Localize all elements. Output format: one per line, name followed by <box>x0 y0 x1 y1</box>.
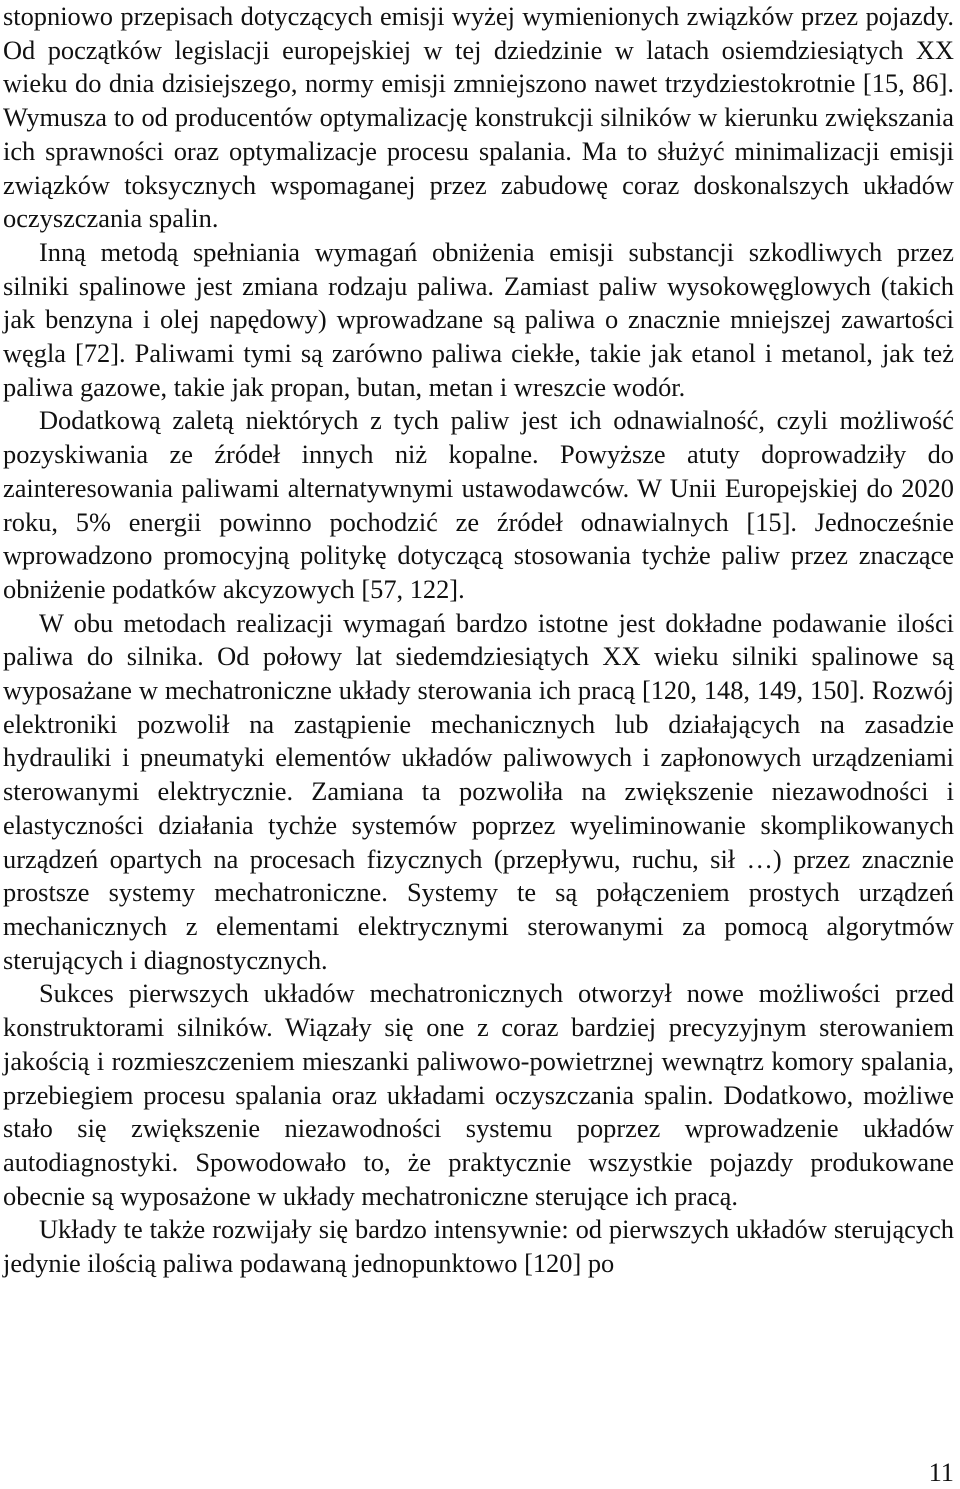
paragraph-2: Inną metodą spełniania wymagań obniżenia emisji substancji szkodliwych przez silniki spalinowe jest zmiana rodzaju paliwa. Zamiast paliw wysokowęglowych (takich jak benzyna i olej napędowy) wprowadzane są paliwa o znacznie mniejszej zawartości węgla [72]. Paliwami tymi są zarówno paliwa ciekłe, takie jak etanol i metanol, jak też paliwa gazowe, takie jak propan, butan, metan i wreszcie wodór. <box>3 236 954 402</box>
body-text <box>3 0 954 1281</box>
paragraph-4: W obu metodach realizacji wymagań bardzo istotne jest dokładne podawanie ilości paliwa do silnika. Od połowy lat siedemdziesiątych XX wieku silniki spalinowe są wyposażane w mechatroniczne układy sterowania ich pracą [120, 148, 149, 150]. Rozwój elektroniki pozwolił na zastąpienie mechanicznych lub działających na zasadzie hydrauliki i pneumatyki elementów układów paliwowych i zapłonowych urządzeniami sterowanymi elektrycznie. Zamiana ta pozwoliła na zwiększenie niezawodności i elastyczności działania tychże systemów poprzez wyeliminowanie skomplikowanych urządzeń opartych na procesach fizycznych (przepływu, ruchu, sił …) przez znacznie prostsze systemy mechatroniczne. Systemy te są połączeniem prostych urządzeń mechanicznych z elementami elektrycznymi sterowanymi za pomocą algorytmów sterujących i diagnostycznych. <box>3 607 954 975</box>
page-number: 11 <box>928 1457 954 1487</box>
paragraph-3: Dodatkową zaletą niektórych z tych paliw jest ich odnawialność, czyli możliwość pozyskiwania ze źródeł innych niż kopalne. Powyższe atuty doprowadziły do zainteresowania paliwami alternatywnymi ustawodawców. W Unii Europejskiej do 2020 roku, 5% energii powinno pochodzić ze źródeł odnawialnych [15]. Jednocześnie wprowadzono promocyjną politykę dotyczącą stosowania tychże paliw przez znaczące obniżenie podatków akcyzowych [57, 122]. <box>3 405 954 604</box>
paragraph-6: Układy te także rozwijały się bardzo intensywnie: od pierwszych układów sterujących jedynie ilością paliwa podawaną jednopunktowo [120] po <box>3 1214 954 1279</box>
paragraph-1: stopniowo przepisach dotyczących emisji wyżej wymienionych związków przez pojazdy. Od początków legislacji europejskiej w tej dziedzinie w latach osiemdziesiątych XX wieku do dnia dzisiejszego, normy emisji zmniejszono nawet trzydziestokrotnie [15, 86]. Wymusza to od producentów optymalizację konstrukcji silników w kierunku zwiększania ich sprawności oraz optymalizacje procesu spalania. Ma to służyć minimalizacji emisji związków toksycznych wspomaganej przez zabudowę coraz doskonalszych układów oczyszczania spalin. <box>3 1 954 234</box>
paragraph-5: Sukces pierwszych układów mechatronicznych otworzył nowe możliwości przed konstruktorami silników. Wiązały się one z coraz bardziej precyzyjnym sterowaniem jakością i rozmieszczeniem mieszanki paliwowo-powietrznej wewnątrz komory spalania, przebiegiem procesu spalania oraz układami oczyszczania spalin. Dodatkowo, możliwe stało się zwiększenie niezawodności systemu poprzez wprowadzenie układów autodiagnostyki. Spowodowało to, że praktycznie wszystkie pojazdy produkowane obecnie są wyposażone w układy mechatroniczne sterujące ich pracą. <box>3 978 954 1211</box>
